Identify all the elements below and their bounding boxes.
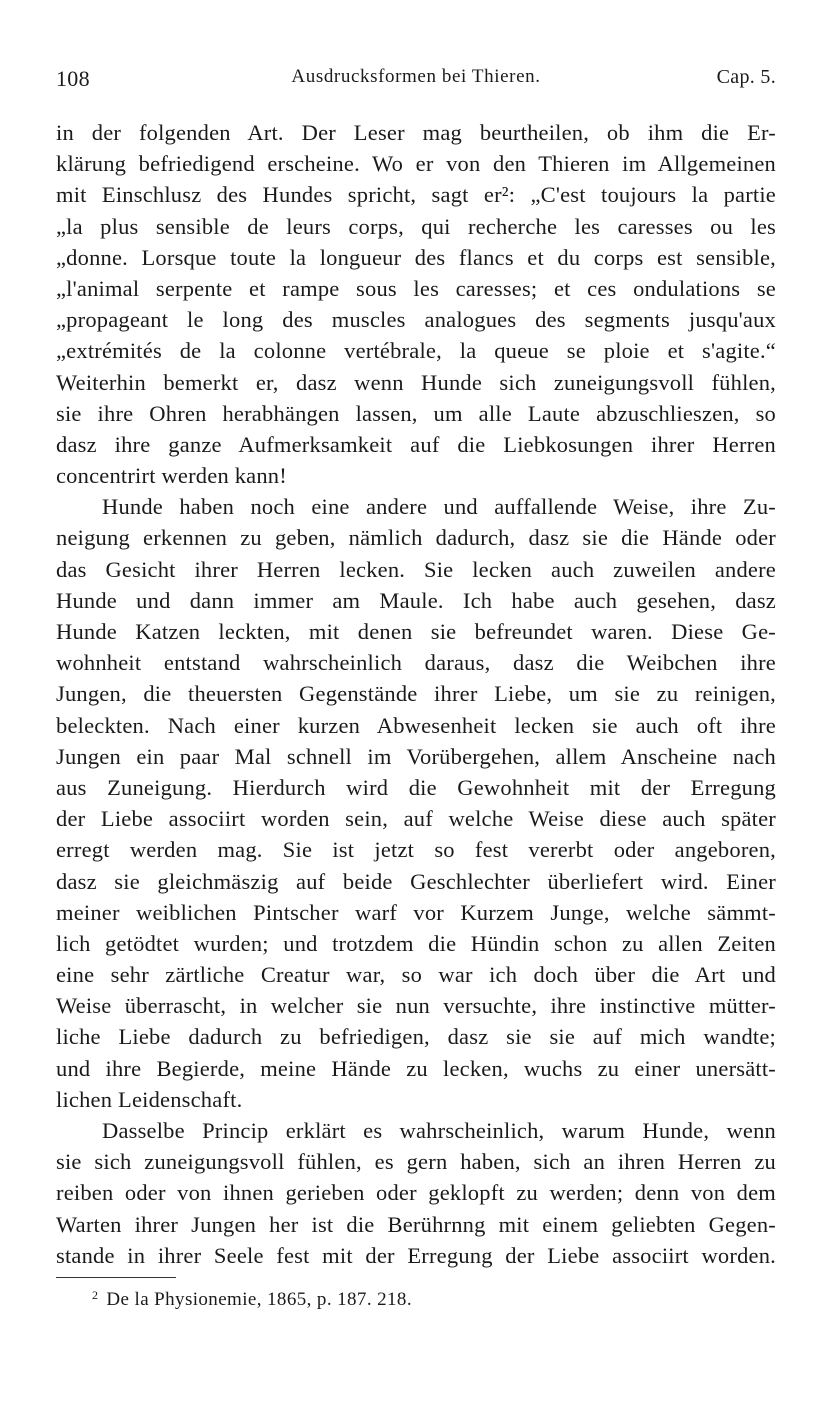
- text-line: stande in ihrer Seele fest mit der Erregung der Liebe associirt worden.: [56, 1242, 776, 1268]
- text-line: sie sich zuneigungsvoll fühlen, es gern haben, sich an ihren Herren zu: [56, 1149, 776, 1175]
- chapter-label: Cap. 5.: [716, 66, 776, 88]
- text-line: der Liebe associirt worden sein, auf welche Weise diese auch später: [56, 806, 776, 832]
- text-line: „l'animal serpente et rampe sous les caresses; et ces ondulations se: [56, 275, 776, 301]
- paragraph-start-line: Hunde haben noch eine andere und auffallende Weise, ihre Zu-: [102, 494, 776, 520]
- running-header: [56, 60, 776, 96]
- footnote: [92, 1288, 412, 1311]
- text-line: „la plus sensible de leurs corps, qui recherche les caresses ou les: [56, 213, 776, 239]
- text-line: lich getödtet wurden; und trotzdem die Hündin schon zu allen Zeiten: [56, 930, 776, 956]
- footnote-marker: 2: [92, 1288, 99, 1302]
- text-line: Jungen, die theuersten Gegenstände ihrer Liebe, um sie zu reinigen,: [56, 681, 776, 707]
- text-line: dasz sie gleichmäszig auf beide Geschlechter überliefert wird. Einer: [56, 868, 776, 894]
- footnote-divider: [56, 1277, 176, 1278]
- text-line: Hunde und dann immer am Maule. Ich habe auch gesehen, dasz: [56, 587, 776, 613]
- text-line: klärung befriedigend erscheine. Wo er von den Thieren im Allgemeinen: [56, 151, 776, 177]
- text-line: meiner weiblichen Pintscher warf vor Kurzem Junge, welche sämmt-: [56, 899, 776, 925]
- text-line: das Gesicht ihrer Herren lecken. Sie lecken auch zuweilen andere: [56, 556, 776, 582]
- text-line: reiben oder von ihnen gerieben oder geklopft zu werden; denn von dem: [56, 1180, 776, 1206]
- text-line: in der folgenden Art. Der Leser mag beurtheilen, ob ihm die Er-: [56, 120, 776, 145]
- text-line: eine sehr zärtliche Creatur war, so war ich doch über die Art und: [56, 962, 776, 988]
- body-text: [56, 117, 776, 1271]
- text-line: Weise überrascht, in welcher sie nun versuchte, ihre instinctive mütter-: [56, 993, 776, 1019]
- text-line: wohnheit entstand wahrscheinlich daraus, dasz die Weibchen ihre: [56, 650, 776, 676]
- text-line: neigung erkennen zu geben, nämlich dadurch, dasz sie die Hände oder: [56, 525, 776, 551]
- text-line: Weiterhin bemerkt er, dasz wenn Hunde sich zuneigungsvoll fühlen,: [56, 369, 776, 395]
- text-line: Jungen ein paar Mal schnell im Vorübergehen, allem Anscheine nach: [56, 743, 776, 769]
- text-line: liche Liebe dadurch zu befriedigen, dasz sie sie auf mich wandte;: [56, 1024, 776, 1050]
- text-line: Warten ihrer Jungen her ist die Berührnng mit einem geliebten Gegen-: [56, 1211, 776, 1237]
- page-number: 108: [56, 66, 90, 91]
- paragraph-start-line: Dasselbe Princip erklärt es wahrscheinlich, warum Hunde, wenn: [102, 1118, 776, 1143]
- text-line: „propageant le long des muscles analogues des segments jusqu'aux: [56, 307, 776, 333]
- text-line: aus Zuneigung. Hierdurch wird die Gewohnheit mit der Erregung: [56, 774, 776, 800]
- paragraph-end-line: concentrirt werden kann!: [56, 463, 287, 489]
- text-line: „extrémités de la colonne vertébrale, la queue se ploie et s'agite.“: [56, 338, 776, 364]
- text-line: beleckten. Nach einer kurzen Abwesenheit lecken sie auch oft ihre: [56, 712, 776, 738]
- text-line: und ihre Begierde, meine Hände zu lecken, wuchs zu einer unersätt-: [56, 1055, 776, 1081]
- text-line: mit Einschlusz des Hundes spricht, sagt er²: „C'est toujours la partie: [56, 182, 776, 208]
- running-title: Ausdrucksformen bei Thieren.: [291, 66, 541, 87]
- footnote-text: De la Physionemie, 1865, p. 187. 218.: [106, 1289, 412, 1310]
- text-line: erregt werden mag. Sie ist jetzt so fest vererbt oder angeboren,: [56, 837, 776, 863]
- text-line: „donne. Lorsque toute la longueur des flancs et du corps est sensible,: [56, 244, 776, 270]
- text-line: Hunde Katzen leckten, mit denen sie befreundet waren. Diese Ge-: [56, 619, 776, 644]
- text-line: dasz ihre ganze Aufmerksamkeit auf die Liebkosungen ihrer Herren: [56, 431, 776, 457]
- paragraph-end-line: lichen Leidenschaft.: [56, 1086, 243, 1112]
- text-line: sie ihre Ohren herabhängen lassen, um alle Laute abzuschlieszen, so: [56, 400, 776, 426]
